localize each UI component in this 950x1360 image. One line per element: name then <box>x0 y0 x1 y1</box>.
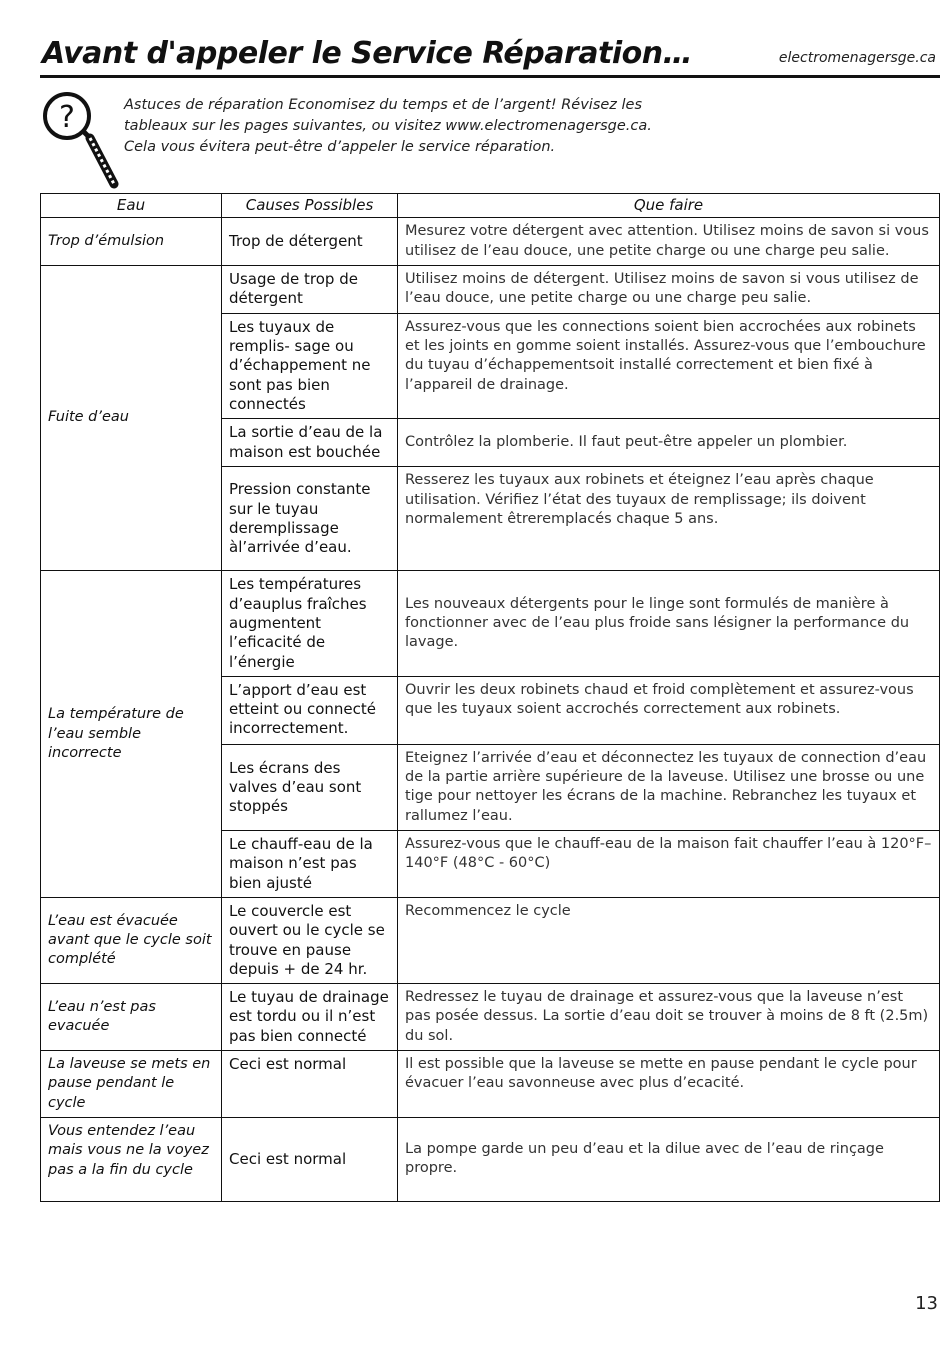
page-number: 13 <box>915 1293 938 1314</box>
troubleshooting-table <box>40 193 940 1202</box>
cause-cell: Pression constante sur le tuyau deremplissage àl’arrivée d’eau. <box>222 467 398 571</box>
problem-cell: Fuite d’eau <box>41 265 222 570</box>
table-row <box>41 1051 940 1118</box>
column-header-causes: Causes Possibles <box>222 194 398 218</box>
fix-cell: Resserez les tuyaux aux robinets et éteignez l’eau après chaque utilisation. Vérifiez l’état des tuyaux de remplissage; ils doivent normalement êtreremplacés chaque 5 ans. <box>398 467 940 571</box>
website-label: electromenagersge.ca <box>778 50 936 66</box>
fix-cell: Mesurez votre détergent avec attention. Utilisez moins de savon si vous utilisez de l’eau douce, une petite charge ou une charge peu salie. <box>398 218 940 266</box>
fix-cell: Contrôlez la plomberie. Il faut peut-être appeler un plombier. <box>398 419 940 467</box>
fix-cell: Les nouveaux détergents pour le linge sont formulés de manière à fonctionner avec de l’eau plus froide sans lésigner la performance du lavage. <box>398 571 940 676</box>
column-header-problem: Eau <box>41 194 222 218</box>
intro-text <box>124 95 684 158</box>
fix-cell: La pompe garde un peu d’eau et la dilue avec de l’eau de rinçage propre. <box>398 1117 940 1201</box>
problem-cell: La laveuse se mets en pause pendant le cycle <box>41 1051 222 1118</box>
fix-cell: Redressez le tuyau de drainage et assurez-vous que la laveuse n’est pas posée dessus. La sortie d’eau doit se trouver à moins de 8 ft (2.5m) du sol. <box>398 984 940 1051</box>
fix-cell: Ouvrir les deux robinets chaud et froid complètement et assurez-vous que les tuyaux soient accrochés correctement aux robinets. <box>398 676 940 744</box>
column-header-solution: Que faire <box>398 194 940 218</box>
intro-line: Astuces de réparation Economisez du temps et de l’argent! Révisez les <box>124 97 643 113</box>
table-row <box>41 984 940 1051</box>
problem-cell: Trop d’émulsion <box>41 218 222 266</box>
cause-cell: Le tuyau de drainage est tordu ou il n’est pas bien connecté <box>222 984 398 1051</box>
cause-cell: Les tuyaux de remplis- sage ou d’échappement ne sont pas bien connectés <box>222 313 398 418</box>
intro-line: tableaux sur les pages suivantes, ou visitez www.electromenagersge.ca. <box>124 118 652 134</box>
problem-cell: Vous entendez l’eau mais vous ne la voyez pas a la fin du cycle <box>41 1117 222 1201</box>
table-row <box>41 265 940 313</box>
problem-cell: L’eau n’est pas evacuée <box>41 984 222 1051</box>
cause-cell: Le chauff-eau de la maison n’est pas bien ajusté <box>222 831 398 898</box>
cause-cell: Les écrans des valves d’eau sont stoppés <box>222 744 398 830</box>
cause-cell: La sortie d’eau de la maison est bouchée <box>222 419 398 467</box>
cause-cell: Usage de trop de détergent <box>222 265 398 313</box>
fix-cell: Recommencez le cycle <box>398 897 940 983</box>
title-rule <box>40 75 940 78</box>
cause-cell: Les températures d’eauplus fraîches augmentent l’eficacité de l’énergie <box>222 571 398 676</box>
cause-cell: Le couvercle est ouvert ou le cycle se trouve en pause depuis + de 24 hr. <box>222 897 398 983</box>
cause-cell: Trop de détergent <box>222 218 398 266</box>
table-row <box>41 218 940 266</box>
table-row <box>41 897 940 983</box>
cause-cell: Ceci est normal <box>222 1117 398 1201</box>
page-title: Avant d'appeler le Service Réparation… <box>42 36 693 71</box>
problem-cell: La température de l’eau semble incorrecte <box>41 571 222 898</box>
fix-cell: Assurez-vous que les connections soient bien accrochées aux robinets et les joints en gomme soient installés. Assurez-vous que l’embouchure du tuyau d’échappementsoit installé correctement et bien fixé à l’appareil de drainage. <box>398 313 940 418</box>
table-row <box>41 1117 940 1201</box>
fix-cell: Il est possible que la laveuse se mette en pause pendant le cycle pour évacuer l’eau savonneuse avec plus d’ecacité. <box>398 1051 940 1118</box>
fix-cell: Eteignez l’arrivée d’eau et déconnectez les tuyaux de connection d’eau de la partie arrière supérieure de la laveuse. Utilisez une brosse ou une tige pour nettoyer les écrans de la machine. Rebranchez les tuyaux et rallumez l’eau. <box>398 744 940 830</box>
fix-cell: Assurez-vous que le chauff-eau de la maison fait chauffer l’eau à 120°F–140°F (48°C - 60°C) <box>398 831 940 898</box>
question-magnifier-icon <box>40 88 120 192</box>
cause-cell: L’apport d’eau est etteint ou connecté incorrectement. <box>222 676 398 744</box>
cause-cell: Ceci est normal <box>222 1051 398 1118</box>
problem-cell: L’eau est évacuée avant que le cycle soit complété <box>41 897 222 983</box>
intro-line: Cela vous évitera peut-être d’appeler le service réparation. <box>124 139 556 155</box>
table-header-row <box>41 194 940 218</box>
fix-cell: Utilisez moins de détergent. Utilisez moins de savon si vous utilisez de l’eau douce, une petite charge ou une charge peu salie. <box>398 265 940 313</box>
svg-text:?: ? <box>59 100 75 135</box>
table-row <box>41 571 940 676</box>
